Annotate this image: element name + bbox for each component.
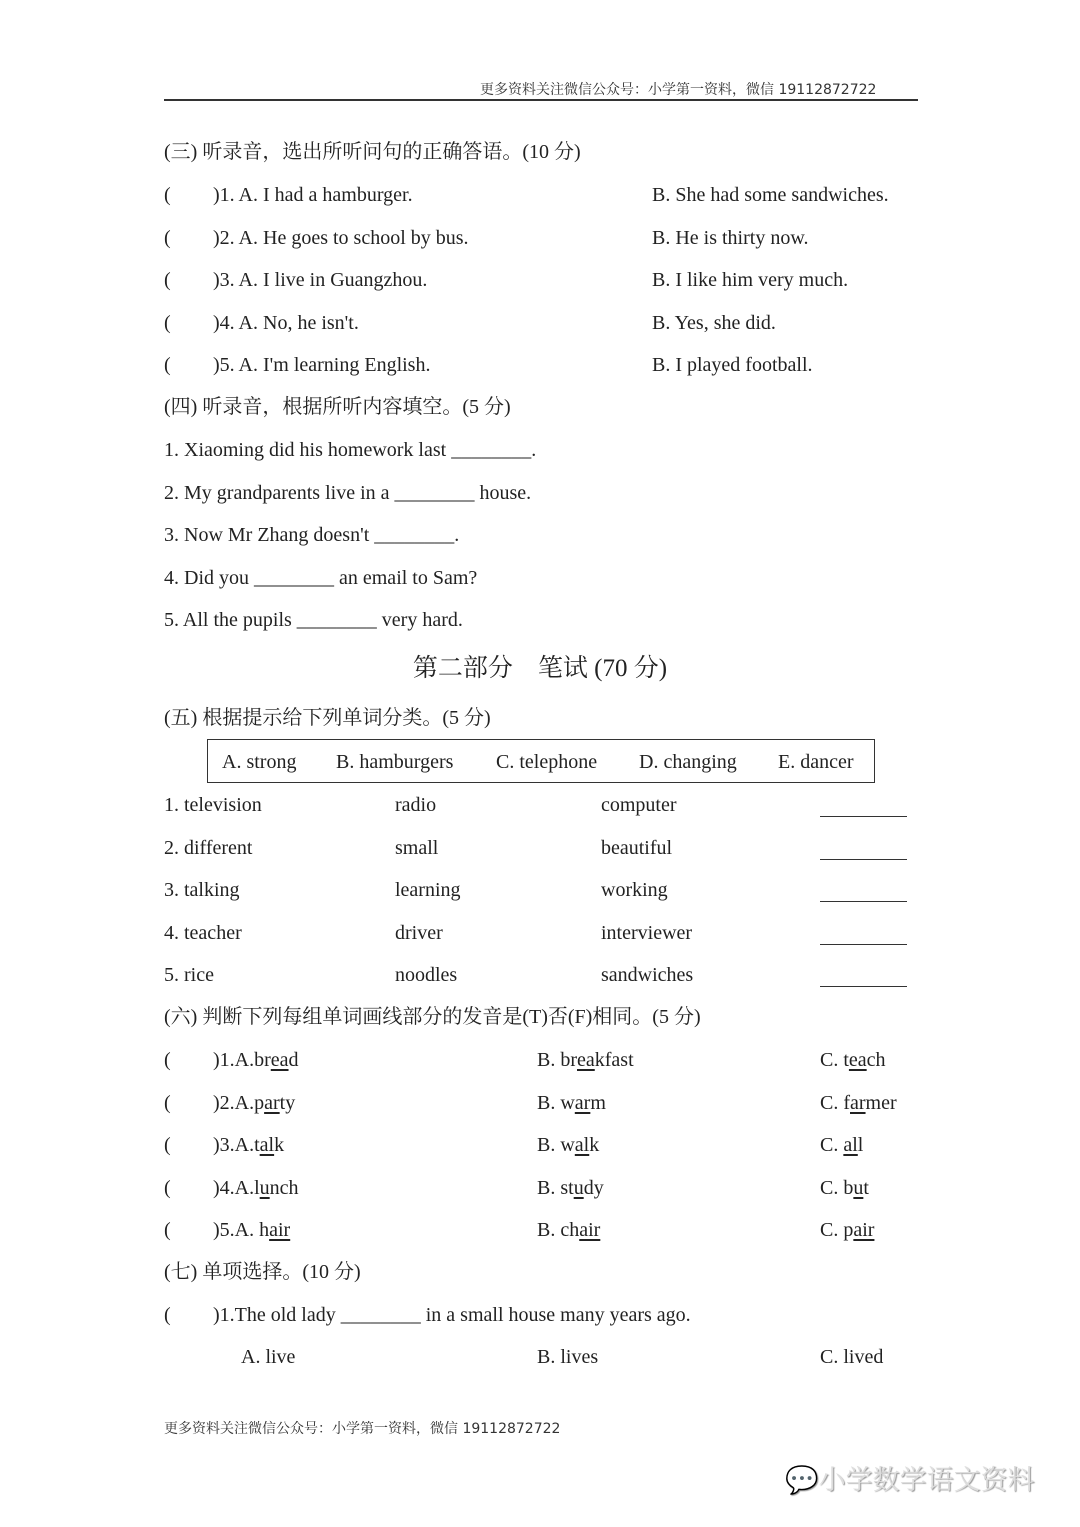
underlined-part: ar: [264, 1091, 280, 1114]
option-b: B. She had some sandwiches.: [652, 184, 889, 206]
underlined-part: al: [259, 1134, 275, 1156]
word: radio: [395, 794, 437, 816]
text: d: [288, 1049, 299, 1071]
answer-paren: (: [164, 354, 171, 376]
text: )1.A.br: [213, 1049, 271, 1071]
underlined-part: ar: [574, 1091, 591, 1114]
word: sandwiches: [601, 964, 694, 986]
text: an email to Sam?: [334, 566, 478, 589]
text: 2. My grandparents live in a: [164, 481, 395, 504]
word-b: [537, 1133, 599, 1157]
text: dy: [583, 1176, 604, 1199]
word: noodles: [395, 964, 458, 986]
word-option: D. changing: [639, 751, 737, 773]
word-b: [537, 1176, 604, 1200]
text: )5.A. h: [213, 1219, 270, 1241]
text: C. p: [820, 1219, 854, 1241]
text: .: [531, 439, 537, 461]
text: C. f: [820, 1091, 850, 1114]
text: C.: [820, 1134, 844, 1156]
fill-blank-item: [164, 566, 477, 590]
text: 1. Xiaoming did his homework last: [164, 439, 452, 461]
word: computer: [601, 794, 677, 816]
text: mer: [865, 1091, 897, 1114]
word: 1. television: [164, 794, 262, 816]
text: very hard.: [376, 609, 463, 631]
text: B. ch: [537, 1219, 580, 1241]
word-c: [820, 1091, 897, 1115]
option-b: B. He is thirty now.: [652, 226, 809, 249]
choice-option: C. lived: [820, 1346, 884, 1368]
word-a: [213, 1218, 290, 1242]
word-option: A. strong: [222, 751, 297, 773]
text: ________: [340, 1304, 421, 1326]
text: ________: [374, 524, 455, 546]
underlined-part: u: [573, 1176, 584, 1199]
fill-blank-item: [164, 523, 459, 547]
text: l: [857, 1134, 864, 1156]
header-rule: [164, 99, 918, 101]
option-a: )5. A. I'm learning English.: [213, 354, 431, 376]
underlined-part: al: [574, 1134, 590, 1156]
answer-paren: (: [164, 1049, 171, 1071]
word: learning: [395, 879, 461, 901]
section-4-title: (四) 听录音，根据所听内容填空。(5 分): [164, 396, 511, 418]
section-3-title: (三) 听录音，选出所听问句的正确答语。(10 分): [164, 141, 581, 163]
text: C. b: [820, 1176, 854, 1199]
answer-paren: (: [164, 1134, 171, 1156]
header-text: 更多资料关注微信公众号：小学第一资料，微信 19112872722: [480, 82, 877, 98]
answer-blank[interactable]: [820, 901, 907, 902]
word: 4. teacher: [164, 921, 242, 944]
text: )4.A.l: [213, 1176, 260, 1199]
watermark: [785, 1458, 1035, 1497]
answer-paren: (: [164, 1091, 171, 1114]
option-b: B. I played football.: [652, 354, 813, 376]
text: ty: [279, 1091, 296, 1114]
text: nch: [269, 1176, 299, 1199]
word-a: [213, 1091, 295, 1115]
word-b: [537, 1091, 606, 1115]
answer-blank[interactable]: [820, 859, 907, 860]
word: beautiful: [601, 836, 673, 859]
underlined-part: u: [853, 1176, 864, 1199]
footer-text: 更多资料关注微信公众号：小学第一资料，微信 19112872722: [164, 1421, 561, 1437]
text: )3.A.t: [213, 1134, 260, 1156]
word: small: [395, 836, 439, 859]
option-b: B. I like him very much.: [652, 269, 849, 291]
underlined-part: u: [259, 1176, 270, 1199]
answer-paren: (: [164, 1219, 171, 1241]
text: ________: [254, 566, 334, 589]
word-b: [537, 1218, 600, 1242]
option-b: B. Yes, she did.: [652, 311, 776, 334]
text: k: [274, 1134, 285, 1156]
underlined-part: ea: [577, 1049, 595, 1071]
wechat-icon: 💬: [785, 1465, 819, 1496]
word: interviewer: [601, 921, 693, 944]
answer-paren: (: [164, 1304, 171, 1326]
answer-blank[interactable]: [820, 944, 907, 945]
watermark-text: 小学数学语文资料: [818, 1465, 1035, 1496]
answer-blank[interactable]: [820, 986, 907, 987]
text: kfast: [594, 1049, 634, 1071]
word-option: C. telephone: [496, 751, 598, 773]
text: 4. Did you: [164, 566, 254, 589]
answer-blank[interactable]: [820, 816, 907, 817]
text: k: [589, 1134, 600, 1156]
word-c: [820, 1218, 874, 1242]
word-b: [537, 1048, 634, 1072]
answer-paren: (: [164, 1176, 171, 1199]
text: C. t: [820, 1049, 849, 1071]
underlined-part: air: [579, 1219, 601, 1241]
part-two-title: 第二部分 笔试 (70 分): [412, 655, 668, 682]
option-a: )3. A. I live in Guangzhou.: [213, 269, 428, 291]
text: t: [863, 1176, 869, 1199]
text: ________: [394, 481, 475, 504]
word: working: [601, 879, 668, 901]
question-1: [213, 1303, 691, 1327]
choice-option: A. live: [241, 1346, 296, 1368]
text: ________: [296, 609, 377, 631]
underlined-part: ea: [270, 1049, 289, 1071]
underlined-part: air: [853, 1219, 875, 1241]
option-a: )4. A. No, he isn't.: [213, 311, 359, 334]
fill-blank-item: [164, 438, 536, 462]
text: 3. Now Mr Zhang doesn't: [164, 524, 375, 546]
fill-blank-item: [164, 481, 531, 505]
word-c: [820, 1133, 863, 1157]
choice-option: B. lives: [537, 1346, 599, 1368]
text: )2.A.p: [213, 1091, 265, 1114]
word-a: [213, 1133, 284, 1157]
section-7-title: (七) 单项选择。(10 分): [164, 1261, 361, 1283]
word: 5. rice: [164, 964, 214, 986]
text: m: [590, 1091, 606, 1114]
word-c: [820, 1176, 869, 1200]
underlined-part: ea: [848, 1049, 867, 1071]
word-a: [213, 1176, 299, 1200]
section-5-title: (五) 根据提示给下列单词分类。(5 分): [164, 707, 491, 729]
answer-paren: (: [164, 269, 171, 291]
text: .: [454, 524, 460, 546]
answer-paren: (: [164, 311, 171, 334]
word-c: [820, 1048, 886, 1072]
word-option: E. dancer: [778, 751, 854, 773]
option-a: )1. A. I had a hamburger.: [213, 184, 413, 206]
text: house.: [474, 481, 532, 504]
underlined-part: al: [843, 1134, 858, 1156]
text: )1.The old lady: [213, 1304, 341, 1326]
word-option: B. hamburgers: [336, 751, 454, 773]
text: B. br: [537, 1049, 577, 1071]
word: 3. talking: [164, 879, 240, 901]
text: ch: [866, 1049, 886, 1071]
answer-paren: (: [164, 226, 171, 249]
option-a: )2. A. He goes to school by bus.: [213, 226, 469, 249]
text: B. st: [537, 1176, 574, 1199]
section-6-title: (六) 判断下列每组单词画线部分的发音是(T)否(F)相同。(5 分): [164, 1006, 701, 1028]
text: in a small house many years ago.: [420, 1304, 691, 1326]
word-options-box: [207, 739, 875, 783]
text: B. w: [537, 1091, 575, 1114]
word-a: [213, 1048, 299, 1072]
answer-paren: (: [164, 184, 171, 206]
word: driver: [395, 921, 443, 944]
underlined-part: ar: [850, 1091, 866, 1114]
fill-blank-item: [164, 608, 463, 632]
text: ________: [451, 439, 532, 461]
text: 5. All the pupils: [164, 609, 297, 631]
underlined-part: air: [269, 1219, 291, 1241]
word: 2. different: [164, 836, 253, 859]
text: B. w: [537, 1134, 575, 1156]
